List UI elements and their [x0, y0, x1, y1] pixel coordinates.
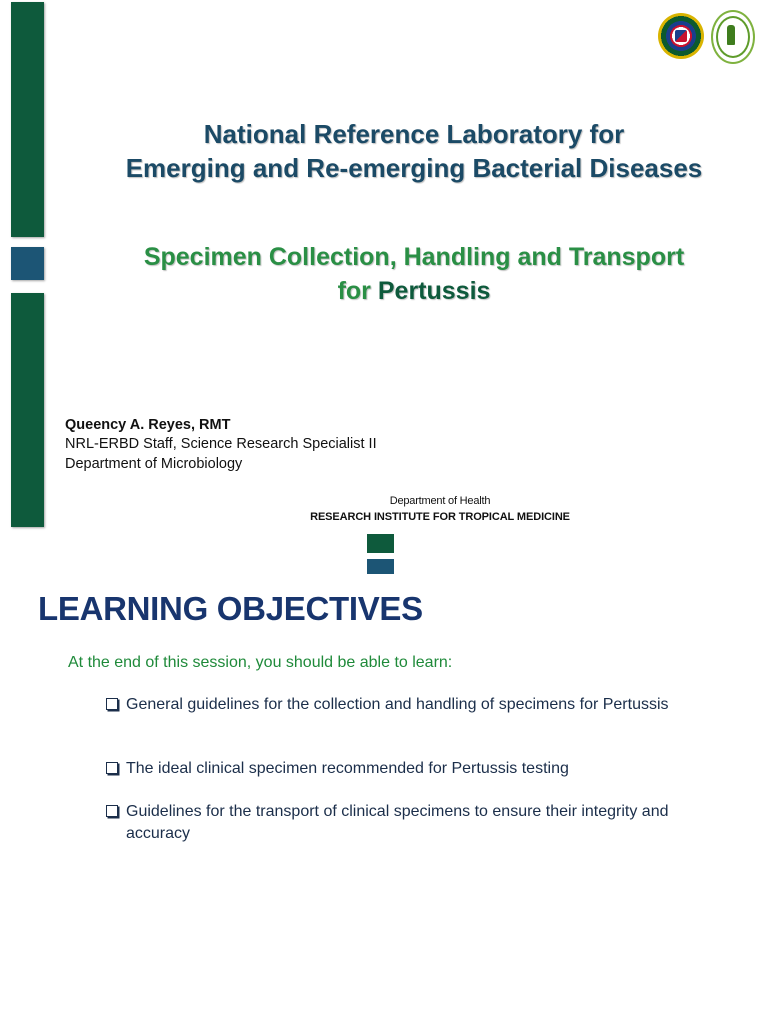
decorative-square	[11, 247, 44, 280]
objective-item	[104, 694, 669, 716]
objective-text: General guidelines for the collection and handling of specimens for Pertussis	[126, 696, 669, 713]
institution-line-1: Department of Health	[389, 495, 491, 507]
divider-square-blue	[367, 559, 394, 574]
section-heading: LEARNING OBJECTIVES	[38, 590, 423, 627]
objective-item	[104, 758, 569, 780]
subtitle-line-1: Specimen Collection, Handling and Transport	[143, 243, 685, 271]
subtitle-prefix: for	[337, 277, 378, 305]
decorative-bar-top	[11, 2, 44, 237]
subtitle-topic: Pertussis	[377, 277, 491, 305]
objective-text: The ideal clinical specimen recommended for Pertussis testing	[126, 760, 569, 777]
divider-square-green	[367, 534, 394, 553]
ritm-seal-icon	[711, 10, 755, 64]
objective-text: Guidelines for the transport of clinical specimens to ensure their integrity and accuracy	[126, 803, 669, 842]
doh-seal-icon	[658, 13, 704, 59]
checkbox-icon	[106, 805, 118, 817]
decorative-bar-bottom	[11, 293, 44, 527]
presenter-department: Department of Microbiology	[65, 456, 243, 472]
presenter-name: Queency A. Reyes, RMT	[65, 417, 231, 433]
presenter-role: NRL-ERBD Staff, Science Research Specialist II	[65, 436, 377, 452]
title-line-2: Emerging and Re-emerging Bacterial Diseases	[125, 153, 703, 183]
objective-item	[104, 801, 704, 844]
institution-line-2: RESEARCH INSTITUTE FOR TROPICAL MEDICINE	[310, 511, 570, 523]
title-line-1: National Reference Laboratory for	[203, 119, 625, 149]
subtitle-line-2	[60, 275, 768, 307]
objectives-intro: At the end of this session, you should be able to learn:	[68, 654, 453, 671]
checkbox-icon	[106, 698, 118, 710]
checkbox-icon	[106, 762, 118, 774]
